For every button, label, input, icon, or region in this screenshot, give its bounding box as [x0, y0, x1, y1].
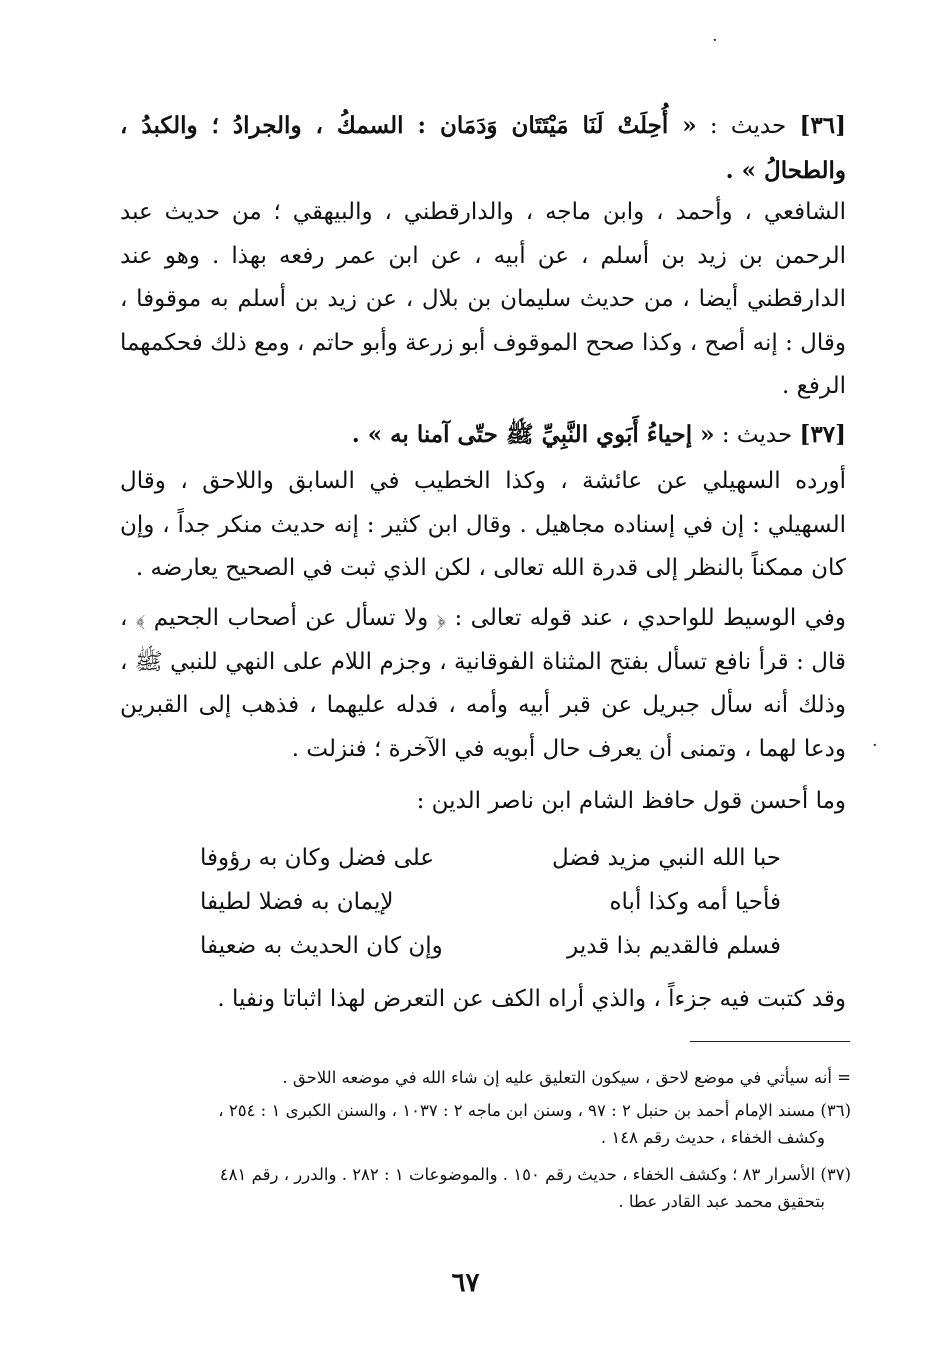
poem-verse: [200, 882, 781, 922]
verse-second-half: وإن كان الحديث به ضعيفا: [200, 933, 443, 959]
hadith-text: « أُحِلَتْ لَنَا مَيْتَتَان وَدَمَان : السمكُ ، والجرادُ ؛ والكبدُ ، والطحالُ » .: [120, 112, 846, 184]
entry-number: [٣٦]: [799, 112, 846, 139]
closing-line: وقد كتبت فيه جزءاً ، والذي أراه الكف عن التعرض لهذا اثباتا ونفيا .: [217, 986, 846, 1012]
hadith-text: « إحياءُ أَبَوي النَّبِيِّ ﷺ حتّى آمنا به » .: [351, 421, 715, 448]
footnote: [120, 1161, 851, 1215]
footnote-text: أنه سيأتي في موضع لاحق ، سيكون التعليق عليه إن شاء الله في موضعه اللاحق .: [282, 1068, 832, 1087]
poem-verse: [200, 838, 781, 878]
entry-36-body: الشافعي ، وأحمد ، وابن ماجه ، والدارقطني ، والبيهقي ؛ من حديث عبد الرحمن بن زيد بن أسلم ، عن أبيه ، عن ابن عمر رفعه بهذا . وهو عند الدارقطني أيضا ، من حديث سليمان بن بلال ، عن زيد بن أسلم به موقوفا ، وقال : إنه أصح ، وكذا صحح الموقوف أبو زرعة وأبو حاتم ، ومع ذلك فحكمهما الرفع .: [120, 199, 846, 399]
page-number: ٦٧: [451, 1268, 480, 1298]
footnote-text: الأسرار ٨٣ ؛ وكشف الخفاء ، حديث رقم ١٥٠ . والموضوعات ١ : ٢٨٢ . والدرر ، رقم ٤٨١: [219, 1165, 816, 1184]
verse-first-half: فسلم فالقديم بذا قدير: [567, 933, 781, 959]
verse-first-half: حبا الله النبي مزيد فضل: [551, 845, 781, 871]
verse-first-half: فأحيا أمه وكذا أباه: [609, 889, 781, 915]
footnote-continuation: وكشف الخفاء ، حديث رقم ١٤٨ .: [600, 1128, 825, 1147]
entry-label: حديث :: [721, 422, 793, 448]
footnote-marker: =: [837, 1068, 851, 1087]
entry-36-heading: [120, 104, 846, 193]
scan-mark: ·: [872, 735, 878, 756]
entry-number: [٣٧]: [799, 421, 846, 448]
footnote-divider: [690, 1041, 850, 1042]
verse-second-half: على فضل وكان به رؤوفا: [200, 845, 435, 871]
footnote-marker: (٣٧): [820, 1165, 851, 1184]
footnote-marker: (٣٦): [820, 1101, 851, 1120]
entry-label: حديث :: [709, 113, 787, 139]
entry-37-body-2: وفي الوسيط للواحدي ، عند قوله تعالى : ﴿ ولا تسأل عن أصحاب الجحيم ﴾ ، قال : قرأ نافع تسأل بفتح المثناة الفوقانية ، وجزم اللام على النهي للنبي ﷺ ، وذلك أنه سأل جبريل عن قبر أبيه وأمه ، فدله عليهما ، فذهب إلى القبرين ودعا لهما ، وتمنى أن يعرف حال أبويه في الآخرة ؛ فنزلت .: [120, 605, 846, 762]
poem-verse: [200, 926, 781, 966]
entry-37-heading: [120, 413, 846, 458]
poem-intro: وما أحسن قول حافظ الشام ابن ناصر الدين :: [416, 788, 846, 814]
footnote-text: مسند الإمام أحمد بن حنبل ٢ : ٩٧ ، وسنن ابن ماجه ٢ : ١٠٣٧ ، والسنن الكبرى ١ : ٢٥٤ ،: [218, 1101, 816, 1120]
footnote-continuation: بتحقيق محمد عبد القادر عطا .: [618, 1192, 825, 1211]
entry-37-body: أورده السهيلي عن عائشة ، وكذا الخطيب في السابق واللاحق ، وقال السهيلي : إن في إسناده مجاهيل . وقال ابن كثير : إنه حديث منكر جداً ، وإن كان ممكناً بالنظر إلى قدرة الله تعالى ، لكن الذي ثبت في الصحيح يعارضه .: [120, 468, 846, 581]
footnote: [120, 1097, 851, 1151]
verse-second-half: لإيمان به فضلا لطيفا: [200, 889, 394, 915]
footnote: [120, 1064, 851, 1091]
scan-mark: ·: [712, 30, 718, 51]
